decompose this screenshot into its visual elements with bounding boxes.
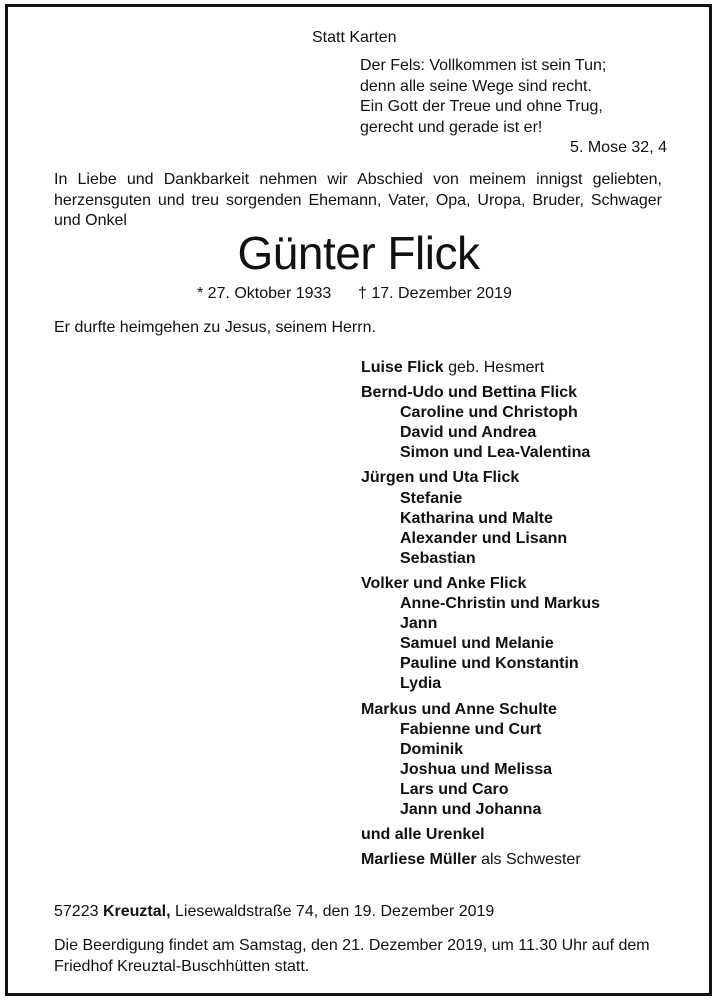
family-member: Katharina und Malte xyxy=(400,509,553,527)
verse-line: Ein Gott der Treue und ohne Trug, xyxy=(360,98,603,115)
family-member: Stefanie xyxy=(400,489,463,507)
family-group-head: Volker und Anke Flick xyxy=(361,574,527,592)
family-group xyxy=(361,383,691,463)
family-member: Pauline und Konstantin xyxy=(400,655,579,673)
family-member: Alexander und Lisann xyxy=(400,529,568,547)
verse-line: gerecht und gerade ist er! xyxy=(360,118,543,136)
family-group-urenkel xyxy=(361,825,691,845)
bible-verse xyxy=(360,56,660,138)
family-member: Simon und Lea-Valentina xyxy=(400,444,591,462)
family-member: Lars und Caro xyxy=(400,780,509,798)
family-group-wife xyxy=(361,358,691,378)
family-group xyxy=(361,468,691,568)
sister-name: Marliese Müller xyxy=(361,851,477,869)
verse-line: Der Fels: Vollkommen ist sein Tun; xyxy=(360,57,607,74)
wife-name: Luise Flick xyxy=(361,359,444,376)
family-member: Jann und Johanna xyxy=(400,800,542,818)
memorial-saying: Er durfte heimgehen zu Jesus, seinem Herrn. xyxy=(54,319,376,336)
intro-text: In Liebe und Dankbarkeit nehmen wir Abschied von meinem innigst geliebten, herzensguten und treu sorgenden Ehemann, Vater, Opa, Uropa, Bruder, Schwager und Onkel xyxy=(54,171,662,229)
birth-date: * 27. Oktober 1933 xyxy=(197,285,332,302)
family-group-sister xyxy=(361,850,691,870)
family-member: Dominik xyxy=(400,740,464,758)
deceased-name: Günter Flick xyxy=(237,227,480,279)
family-member: Lydia xyxy=(400,675,442,693)
sister-suffix: als Schwester xyxy=(481,851,581,869)
family-group xyxy=(361,700,691,821)
death-date: † 17. Dezember 2019 xyxy=(358,285,512,302)
family-member: Caroline und Christoph xyxy=(400,404,578,422)
address-rest: Liesewaldstraße 74, den 19. Dezember 2019 xyxy=(174,903,495,920)
verse-line: denn alle seine Wege sind recht. xyxy=(360,77,592,95)
verse-reference: 5. Mose 32, 4 xyxy=(570,139,667,156)
place-and-date xyxy=(54,902,494,922)
family-group-head: Jürgen und Uta Flick xyxy=(361,469,520,487)
family-member: Anne-Christin und Markus xyxy=(400,595,601,613)
family-group-head: Bernd-Udo und Bettina Flick xyxy=(361,384,577,402)
family-member: Fabienne und Curt xyxy=(400,720,542,738)
header-statt-karten: Statt Karten xyxy=(312,29,397,46)
family-group-head: Markus und Anne Schulte xyxy=(361,700,557,718)
family-list xyxy=(361,358,691,875)
funeral-info: Die Beerdigung findet am Samstag, den 21. Dezember 2019, um 11.30 Uhr auf dem Friedhof Kreuztal-Buschhütten statt. xyxy=(54,937,650,975)
family-member: Jann xyxy=(400,615,438,633)
family-member: Joshua und Melissa xyxy=(400,760,553,778)
address-zip: 57223 xyxy=(54,903,99,920)
great-grandchildren: und alle Urenkel xyxy=(361,826,485,844)
family-member: Samuel und Melanie xyxy=(400,635,554,653)
family-member: David und Andrea xyxy=(400,424,537,442)
address-city: Kreuztal, xyxy=(102,903,171,920)
family-member: Sebastian xyxy=(400,549,476,567)
wife-suffix: geb. Hesmert xyxy=(448,359,545,376)
family-group xyxy=(361,574,691,695)
